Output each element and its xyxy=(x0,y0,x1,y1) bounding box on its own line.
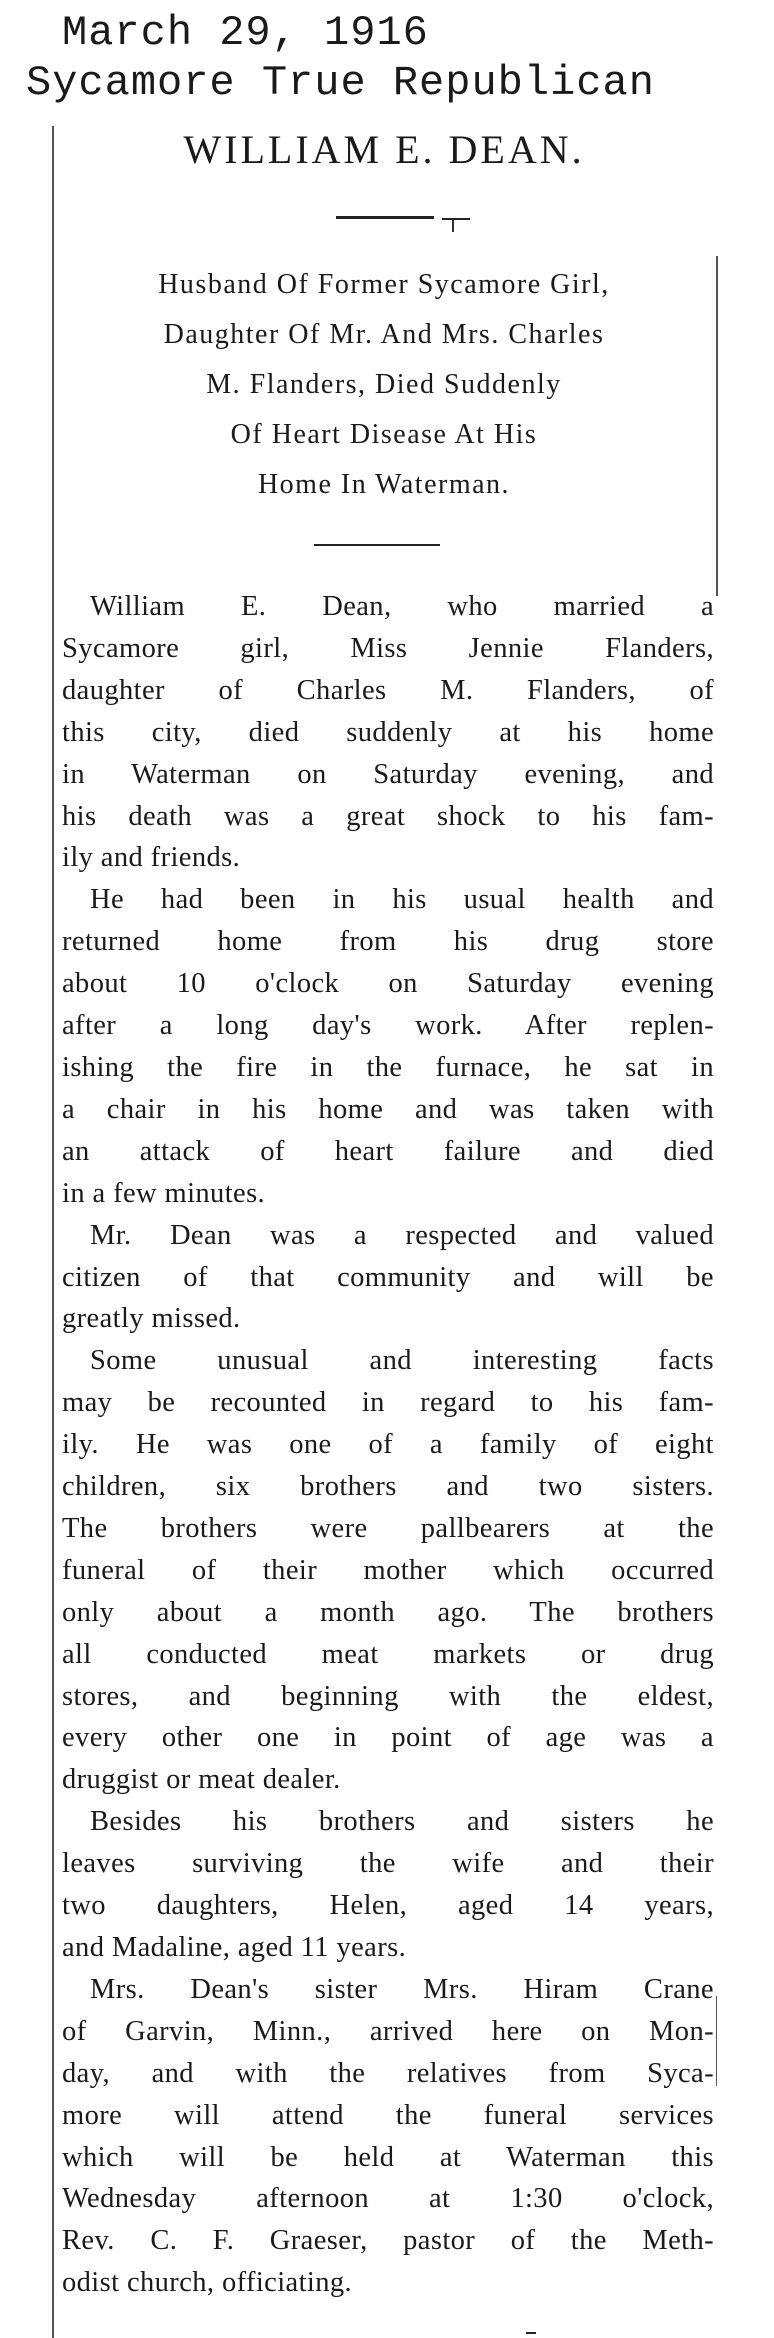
article-line: more will attend the funeral services xyxy=(62,2099,714,2131)
article-line: Mr. Dean was a respected and valued xyxy=(90,1219,714,1251)
paragraph xyxy=(62,1969,714,2304)
subhead-line: Of Heart Disease At His xyxy=(230,419,538,450)
article-line: leaves surviving the wife and their xyxy=(62,1848,714,1880)
article-line: odist church, officiating. xyxy=(62,2267,353,2299)
subhead-divider xyxy=(314,544,440,546)
subheadline xyxy=(52,260,716,510)
article-line: Besides his brothers and sisters he xyxy=(90,1806,714,1838)
article-line: citizen of that community and will be xyxy=(62,1261,714,1293)
article-line: may be recounted in regard to his fam- xyxy=(62,1387,714,1419)
article-line: He had been in his usual health and xyxy=(90,884,714,916)
paragraph xyxy=(62,1215,714,1341)
right-column-rule-lower xyxy=(716,1996,717,2086)
article-line: The brothers were pallbearers at the xyxy=(62,1512,714,1544)
headline: WILLIAM E. DEAN. xyxy=(183,127,585,172)
subhead-line: M. Flanders, Died Suddenly xyxy=(206,369,562,400)
article-line: this city, died suddenly at his home xyxy=(62,716,714,748)
header-date: March 29, 1916 xyxy=(62,9,429,57)
article-line: Sycamore girl, Miss Jennie Flanders, xyxy=(62,632,714,664)
subhead-line: Home In Waterman. xyxy=(257,469,511,500)
article-line: about 10 o'clock on Saturday evening xyxy=(62,968,714,1000)
article-line: Rev. C. F. Graeser, pastor of the Meth- xyxy=(62,2225,714,2257)
article-line: every other one in point of age was a xyxy=(62,1722,714,1754)
article-line: William E. Dean, who married a xyxy=(90,591,714,622)
article-line: funeral of their mother which occurred xyxy=(62,1554,714,1586)
article-line: stores, and beginning with the eldest, xyxy=(62,1680,714,1712)
article-line: his death was a great shock to his fam- xyxy=(62,800,714,832)
article-line: two daughters, Helen, aged 14 years, xyxy=(62,1890,714,1922)
article-line: in a few minutes. xyxy=(62,1177,266,1209)
article-line: of Garvin, Minn., arrived here on Mon- xyxy=(62,2015,714,2047)
article-line: ishing the fire in the furnace, he sat in xyxy=(62,1051,714,1083)
right-column-rule xyxy=(716,256,718,596)
article-line: after a long day's work. After replen- xyxy=(62,1010,714,1042)
article-line: in Waterman on Saturday evening, and xyxy=(62,758,714,790)
article-line: Mrs. Dean's sister Mrs. Hiram Crane xyxy=(90,1973,714,2005)
paragraph xyxy=(62,586,714,879)
paragraph xyxy=(62,1340,714,1801)
article-line: only about a month ago. The brothers xyxy=(62,1596,714,1628)
paragraph xyxy=(62,879,714,1214)
headline-divider xyxy=(336,216,434,219)
newspaper-clipping xyxy=(52,126,716,2338)
article-line: Wednesday afternoon at 1:30 o'clock, xyxy=(62,2183,714,2215)
article-line: returned home from his drug store xyxy=(62,926,714,958)
article-line: Some unusual and interesting facts xyxy=(90,1345,714,1377)
article-line: greatly missed. xyxy=(62,1303,241,1335)
subhead-line: Daughter Of Mr. And Mrs. Charles xyxy=(163,319,605,350)
article-line: all conducted meat markets or drug xyxy=(62,1638,714,1670)
divider-tick xyxy=(452,220,454,232)
typed-header xyxy=(26,8,655,108)
article-line: ily. He was one of a family of eight xyxy=(62,1429,714,1461)
article-line: a chair in his home and was taken with xyxy=(62,1093,714,1125)
article-line: an attack of heart failure and died xyxy=(62,1135,714,1167)
article-line: daughter of Charles M. Flanders, of xyxy=(62,674,714,706)
headline-divider-short xyxy=(442,218,470,220)
subhead-line: Husband Of Former Sycamore Girl, xyxy=(158,269,610,300)
article-line: children, six brothers and two sisters. xyxy=(62,1471,714,1503)
article-line: druggist or meat dealer. xyxy=(62,1764,341,1796)
article-line: day, and with the relatives from Syca- xyxy=(62,2057,714,2089)
article-line: which will be held at Waterman this xyxy=(62,2141,714,2173)
article-body xyxy=(62,586,714,2304)
paragraph xyxy=(62,1801,714,1969)
article-line: ily and friends. xyxy=(62,842,241,874)
end-mark xyxy=(526,2332,536,2334)
article-line: and Madaline, aged 11 years. xyxy=(62,1932,407,1963)
header-newspaper: Sycamore True Republican xyxy=(26,59,655,107)
